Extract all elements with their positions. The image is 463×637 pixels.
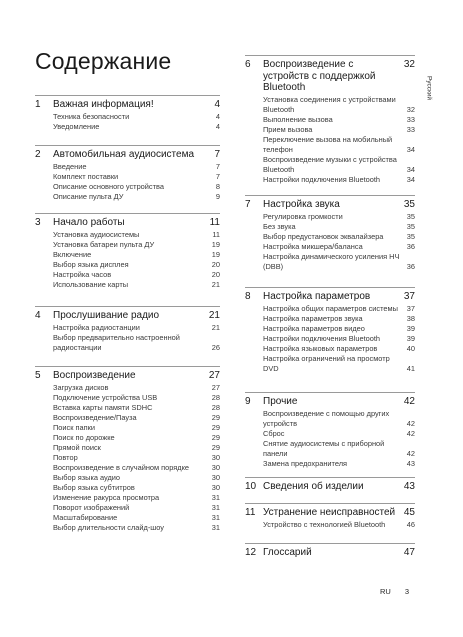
- section-number: 12: [245, 547, 257, 558]
- entry-page: 30: [211, 462, 220, 472]
- toc-entry: [245, 520, 415, 530]
- entry-title: Замена предохранителя: [263, 458, 348, 468]
- entry-page: 11: [212, 229, 220, 239]
- entry-page: 34: [406, 174, 415, 184]
- entry-page: 42: [406, 428, 415, 438]
- toc-entry: [245, 175, 415, 185]
- toc-entry: [245, 304, 415, 314]
- entry-title: Настройка общих параметров системы: [263, 303, 398, 313]
- entry-page: 19: [211, 239, 220, 249]
- entry-page: 4: [215, 111, 220, 121]
- entry-title: Настройки подключения Bluetooth: [263, 333, 381, 343]
- entry-page: 21: [211, 322, 220, 332]
- toc-entry: [35, 182, 220, 192]
- entry-title: Загрузка дисков: [53, 382, 109, 392]
- entry-page: 35: [406, 211, 415, 221]
- entry-title: Воспроизведение с помощью других устройств: [263, 408, 390, 428]
- entry-title: Сброс: [263, 428, 285, 438]
- section-title-group: [245, 481, 400, 493]
- entry-title: Настройка языковых параметров: [263, 343, 378, 353]
- section-number: 6: [245, 59, 251, 70]
- entry-title: Снятие аудиосистемы с приборной панели: [263, 438, 385, 458]
- section-title-group: [35, 310, 205, 322]
- entry-page: 42: [406, 418, 415, 428]
- toc-section: [35, 145, 220, 202]
- entry-title: Техника безопасности: [53, 111, 130, 121]
- section-heading: [245, 196, 415, 211]
- entry-page: 31: [211, 512, 220, 522]
- toc-entry: [35, 383, 220, 393]
- toc-section: [35, 213, 220, 290]
- toc-entry: [245, 439, 415, 459]
- toc-section: [35, 366, 220, 533]
- toc-entry: [245, 115, 415, 125]
- section-items: [245, 409, 415, 469]
- section-page: 37: [403, 291, 415, 302]
- section-number: 1: [35, 99, 41, 110]
- entry-title: Подключение устройства USB: [53, 392, 158, 402]
- entry-title: Выбор предварительно настроенной радиостанции: [53, 332, 180, 352]
- entry-page: 31: [211, 492, 220, 502]
- section-items: [245, 520, 415, 530]
- entry-title: Установка батареи пульта ДУ: [53, 239, 155, 249]
- toc-entry: [245, 324, 415, 334]
- toc-entry: [35, 122, 220, 132]
- entry-title: Повтор: [53, 452, 78, 462]
- section-heading: [35, 307, 220, 322]
- toc-entry: [245, 95, 415, 115]
- toc-entry: [35, 463, 220, 473]
- entry-title: Настройка ограничений на просмотр DVD: [263, 353, 390, 373]
- section-title: Настройка параметров: [263, 291, 371, 302]
- section-title: Устранение неисправностей: [263, 507, 396, 518]
- entry-page: 7: [215, 171, 220, 181]
- footer-page-number: 3: [404, 587, 410, 596]
- toc-entry: [35, 413, 220, 423]
- toc-entry: [245, 125, 415, 135]
- entry-title: Поиск по дорожке: [53, 432, 115, 442]
- toc-entry: [35, 433, 220, 443]
- section-title: Важная информация!: [53, 99, 154, 110]
- toc-section: [245, 287, 415, 374]
- section-title: Глоссарий: [263, 547, 312, 558]
- section-number: 3: [35, 217, 41, 228]
- toc-entry: [35, 250, 220, 260]
- section-number: 11: [245, 507, 256, 518]
- entry-page: 42: [406, 448, 415, 458]
- section-items: [245, 212, 415, 272]
- entry-page: 29: [211, 422, 220, 432]
- entry-page: 40: [406, 343, 415, 353]
- section-title-group: [245, 59, 400, 94]
- entry-title: Настройка радиостанции: [53, 322, 140, 332]
- section-page: 47: [403, 547, 415, 558]
- entry-page: 34: [406, 164, 415, 174]
- toc-entry: [35, 230, 220, 240]
- section-page: 4: [214, 99, 220, 110]
- toc-entry: [245, 222, 415, 232]
- section-page: 11: [209, 217, 220, 228]
- entry-title: Выбор языка дисплея: [53, 259, 129, 269]
- toc-entry: [35, 112, 220, 122]
- toc-entry: [35, 333, 220, 353]
- entry-page: 28: [211, 402, 220, 412]
- toc-entry: [245, 429, 415, 439]
- section-heading: [245, 288, 415, 303]
- toc-entry: [35, 260, 220, 270]
- entry-page: 29: [211, 432, 220, 442]
- section-heading: [35, 96, 220, 111]
- section-title: Начало работы: [53, 217, 125, 228]
- toc-section: [245, 477, 415, 493]
- entry-title: Введение: [53, 161, 87, 171]
- section-items: [245, 95, 415, 185]
- entry-title: Без звука: [263, 221, 296, 231]
- entry-title: Настройка микшера/баланса: [263, 241, 363, 251]
- section-title-group: [245, 547, 400, 559]
- entry-page: 35: [406, 231, 415, 241]
- entry-page: 39: [406, 333, 415, 343]
- section-page: 21: [208, 310, 220, 321]
- entry-page: 36: [406, 261, 415, 271]
- section-title: Воспроизведение с устройств с поддержкой Bluetooth: [263, 59, 376, 93]
- entry-title: Настройка динамического усиления НЧ (DBB): [263, 251, 400, 271]
- entry-page: 36: [406, 241, 415, 251]
- section-page: 35: [403, 199, 415, 210]
- toc-entry: [245, 155, 415, 175]
- footer-language: RU: [380, 587, 391, 596]
- section-heading: [245, 544, 415, 559]
- section-items: [35, 112, 220, 132]
- toc-section: [245, 55, 415, 185]
- toc-entry: [35, 270, 220, 280]
- toc-entry: [35, 483, 220, 493]
- toc-entry: [35, 162, 220, 172]
- toc-entry: [35, 423, 220, 433]
- toc-section: [245, 503, 415, 530]
- toc-entry: [35, 473, 220, 483]
- section-number: 7: [245, 199, 251, 210]
- toc-entry: [35, 393, 220, 403]
- entry-title: Выбор языка аудио: [53, 472, 121, 482]
- entry-page: 32: [406, 104, 415, 114]
- toc-entry: [245, 459, 415, 469]
- toc-entry: [35, 323, 220, 333]
- entry-title: Воспроизведение/Пауза: [53, 412, 137, 422]
- entry-title: Включение: [53, 249, 92, 259]
- entry-page: 30: [211, 452, 220, 462]
- entry-title: Прием вызова: [263, 124, 313, 134]
- toc-entry: [245, 135, 415, 155]
- entry-page: 30: [211, 482, 220, 492]
- toc-entry: [245, 314, 415, 324]
- page-footer: [380, 587, 409, 596]
- entry-page: 46: [406, 519, 415, 529]
- entry-title: Выбор предустановок эквалайзера: [263, 231, 384, 241]
- entry-title: Масштабирование: [53, 512, 118, 522]
- toc-entry: [35, 280, 220, 290]
- entry-title: Воспроизведение в случайном порядке: [53, 462, 190, 472]
- entry-page: 4: [215, 121, 220, 131]
- section-page: 42: [403, 396, 415, 407]
- entry-page: 38: [406, 313, 415, 323]
- toc-section: [35, 306, 220, 353]
- section-title-group: [35, 99, 210, 111]
- toc-section: [245, 195, 415, 272]
- toc-entry: [245, 409, 415, 429]
- entry-page: 29: [211, 442, 220, 452]
- toc-entry: [35, 453, 220, 463]
- section-title-group: [245, 507, 400, 519]
- section-title: Автомобильная аудиосистема: [53, 149, 195, 160]
- entry-page: 20: [211, 269, 220, 279]
- entry-title: Настройки подключения Bluetooth: [263, 174, 381, 184]
- toc-entry: [245, 334, 415, 344]
- entry-title: Описание основного устройства: [53, 181, 164, 191]
- section-number: 10: [245, 481, 257, 492]
- section-number: 4: [35, 310, 41, 321]
- toc-entry: [35, 513, 220, 523]
- section-items: [35, 383, 220, 533]
- section-title-group: [35, 149, 210, 161]
- entry-title: Комплект поставки: [53, 171, 119, 181]
- toc-entry: [35, 523, 220, 533]
- entry-page: 30: [211, 472, 220, 482]
- toc-entry: [245, 344, 415, 354]
- entry-page: 35: [406, 221, 415, 231]
- entry-page: 43: [406, 458, 415, 468]
- entry-page: 31: [211, 502, 220, 512]
- entry-title: Вставка карты памяти SDHC: [53, 402, 153, 412]
- entry-page: 7: [215, 161, 220, 171]
- entry-page: 21: [211, 279, 220, 289]
- entry-page: 8: [215, 181, 220, 191]
- entry-page: 33: [406, 114, 415, 124]
- toc-entry: [35, 443, 220, 453]
- section-page: 7: [214, 149, 220, 160]
- entry-title: Переключение вызова на мобильный телефон: [263, 134, 393, 154]
- section-items: [35, 323, 220, 353]
- page-title: Содержание: [35, 48, 172, 74]
- entry-page: 20: [211, 259, 220, 269]
- section-heading: [35, 367, 220, 382]
- toc-entry: [35, 240, 220, 250]
- section-title-group: [245, 396, 400, 408]
- entry-page: 34: [406, 144, 415, 154]
- toc-entry: [245, 252, 415, 272]
- section-title: Воспроизведение: [53, 370, 136, 381]
- toc-entry: [35, 503, 220, 513]
- section-page: 27: [208, 370, 220, 381]
- toc-section: [35, 95, 220, 132]
- entry-title: Выбор языка субтитров: [53, 482, 135, 492]
- section-title-group: [35, 217, 206, 229]
- section-heading: [245, 393, 415, 408]
- entry-title: Регулировка громкости: [263, 211, 343, 221]
- section-title: Сведения об изделии: [263, 481, 364, 492]
- section-page: 32: [403, 59, 415, 70]
- entry-page: 9: [215, 191, 220, 201]
- section-heading: [35, 146, 220, 161]
- language-tab: Русский: [425, 75, 433, 101]
- entry-title: Уведомление: [53, 121, 100, 131]
- section-items: [245, 304, 415, 374]
- entry-title: Использование карты: [53, 279, 129, 289]
- section-title: Прочие: [263, 396, 298, 407]
- toc-section: [245, 392, 415, 469]
- section-page: 43: [403, 481, 415, 492]
- toc-entry: [35, 403, 220, 413]
- section-items: [35, 230, 220, 290]
- section-title-group: [35, 370, 205, 382]
- section-title: Настройка звука: [263, 199, 340, 210]
- toc-entry: [245, 232, 415, 242]
- toc-entry: [245, 212, 415, 222]
- entry-page: 41: [406, 363, 415, 373]
- toc-entry: [35, 172, 220, 182]
- entry-title: Настройка часов: [53, 269, 112, 279]
- section-number: 2: [35, 149, 41, 160]
- section-heading: [35, 214, 220, 229]
- entry-title: Настройка параметров звука: [263, 313, 363, 323]
- entry-page: 19: [211, 249, 220, 259]
- entry-title: Поиск папки: [53, 422, 96, 432]
- entry-title: Воспроизведение музыки с устройства Bluetooth: [263, 154, 397, 174]
- entry-title: Установка аудиосистемы: [53, 229, 140, 239]
- section-number: 5: [35, 370, 41, 381]
- entry-title: Выбор длительности слайд-шоу: [53, 522, 164, 532]
- section-title: Прослушивание радио: [53, 310, 160, 321]
- toc-entry: [35, 192, 220, 202]
- entry-page: 28: [211, 392, 220, 402]
- entry-title: Выполнение вызова: [263, 114, 333, 124]
- section-heading: [245, 478, 415, 493]
- entry-title: Описание пульта ДУ: [53, 191, 124, 201]
- entry-title: Устройство с технологией Bluetooth: [263, 519, 386, 529]
- entry-title: Изменение ракурса просмотра: [53, 492, 160, 502]
- toc-entry: [35, 493, 220, 503]
- entry-page: 27: [211, 382, 220, 392]
- section-items: [35, 162, 220, 202]
- entry-title: Настройка параметров видео: [263, 323, 365, 333]
- toc-entry: [245, 354, 415, 374]
- section-heading: [245, 504, 415, 519]
- section-number: 9: [245, 396, 251, 407]
- entry-title: Прямой поиск: [53, 442, 101, 452]
- toc-entry: [245, 242, 415, 252]
- section-page: 45: [403, 507, 415, 518]
- entry-page: 29: [211, 412, 220, 422]
- section-title-group: [245, 199, 400, 211]
- toc-section: [245, 543, 415, 559]
- entry-page: 26: [211, 342, 220, 352]
- entry-title: Установка соединения с устройствами Bluetooth: [263, 94, 396, 114]
- section-number: 8: [245, 291, 251, 302]
- section-title-group: [245, 291, 400, 303]
- entry-page: 31: [211, 522, 220, 532]
- entry-page: 33: [406, 124, 415, 134]
- entry-page: 37: [406, 303, 415, 313]
- entry-page: 39: [406, 323, 415, 333]
- section-heading: [245, 56, 415, 94]
- entry-title: Поворот изображений: [53, 502, 130, 512]
